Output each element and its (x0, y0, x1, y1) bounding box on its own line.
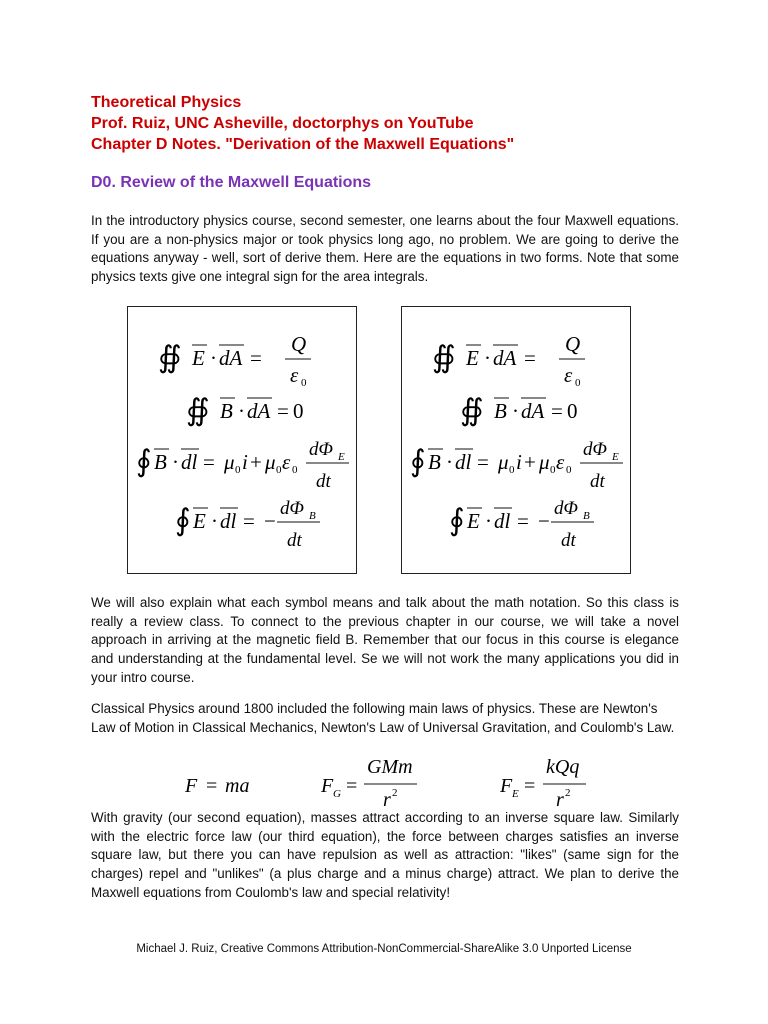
line-integral-symbol: ∮ (136, 445, 152, 478)
svg-text:=: = (250, 346, 262, 370)
svg-text:E: E (612, 451, 619, 463)
svg-text:0: 0 (293, 399, 304, 423)
author-line: Prof. Ruiz, UNC Asheville, doctorphys on YouTube (91, 115, 474, 132)
svg-text:F: F (321, 775, 334, 797)
svg-text:·: · (210, 346, 217, 370)
svg-text:+: + (250, 450, 262, 474)
svg-text:0: 0 (509, 464, 515, 476)
maxwell-equations-figure (402, 307, 630, 573)
classical-paragraph: Classical Physics around 1800 included the following main laws of physics. These are Newton's Law of Motion in Classical Mechanics, Newton's Law of Universal Gravitation, and Coulomb's Law. (91, 701, 675, 735)
svg-text:μ: μ (265, 450, 276, 474)
svg-text:0: 0 (292, 464, 298, 476)
svg-text:E: E (512, 788, 519, 800)
svg-text:0: 0 (575, 377, 581, 389)
epsilon: ε (564, 363, 573, 387)
svg-text:dt: dt (590, 471, 605, 492)
svg-text:μ: μ (224, 450, 235, 474)
svg-text:dΦ: dΦ (554, 498, 578, 519)
svg-text:·: · (446, 450, 453, 474)
vector-B: B (494, 399, 507, 423)
svg-text:GMm: GMm (367, 756, 413, 778)
surface-integral-symbol: ∯ (432, 341, 456, 374)
svg-text:ma: ma (225, 775, 250, 797)
surface-integral-symbol: ∯ (186, 394, 210, 427)
svg-text:·: · (211, 509, 218, 533)
surface-integral-symbol: ∯ (460, 394, 484, 427)
svg-text:−: − (538, 509, 550, 533)
coulomb-law (499, 756, 586, 810)
vector-E: E (193, 509, 206, 533)
vector-E: E (466, 346, 479, 370)
maxwell-equations-figure (128, 307, 356, 573)
classical-laws-equations (180, 752, 620, 810)
gravity-paragraph: With gravity (our second equation), masses attract according to an inverse square law. Similarly with the electric force law (our third equation), the force between charges satisfies an inverse square law, but there you can have repulsion as well as attraction: "likes" (same sign for the charges) repel and "unlikes" (a plus charge and a minus charge) attract. We plan to derive the Maxwell equations from Coulomb's law and special relativity! (91, 810, 679, 900)
svg-text:dΦ: dΦ (309, 439, 333, 460)
maxwell-equations-box-right (401, 306, 631, 574)
svg-text:0: 0 (276, 464, 282, 476)
svg-text:kQq: kQq (546, 756, 580, 778)
vector-B: B (220, 399, 233, 423)
line-integral-symbol: ∮ (449, 504, 465, 537)
svg-text:·: · (172, 450, 179, 474)
svg-text:=: = (206, 775, 218, 797)
svg-text:=: = (346, 775, 358, 797)
chapter-title: Chapter D Notes. "Derivation of the Maxwell Equations" (91, 136, 515, 153)
svg-text:dt: dt (287, 530, 302, 551)
svg-text:μ: μ (498, 450, 509, 474)
svg-text:F: F (185, 775, 198, 797)
vector-dl: dl (494, 509, 511, 533)
svg-text:=: = (517, 509, 529, 533)
svg-text:·: · (485, 509, 492, 533)
maxwell-equations-box-left (127, 306, 357, 574)
svg-text:=: = (551, 399, 563, 423)
vector-dA: dA (219, 346, 243, 370)
svg-text:dΦ: dΦ (583, 439, 607, 460)
review-paragraph: We will also explain what each symbol means and talk about the math notation. So this class is really a review class. To connect to the previous chapter in our course, we will take a novel approach in arriving at the magnetic field B. Remember that our focus in this course is elegance and understanding at the fundamental level. Se we will not work the many applications you did in your intro course. (91, 595, 679, 685)
vector-dl: dl (220, 509, 237, 533)
course-title: Theoretical Physics (91, 94, 242, 111)
svg-text:2: 2 (565, 787, 571, 799)
section-heading: D0. Review of the Maxwell Equations (91, 174, 372, 191)
license-footer: Michael J. Ruiz, Creative Commons Attribution-NonCommercial-ShareAlike 3.0 Unported License (136, 943, 632, 955)
svg-text:r: r (556, 789, 564, 810)
svg-text:0: 0 (550, 464, 556, 476)
charge-Q: Q (565, 332, 581, 356)
svg-text:+: + (524, 450, 536, 474)
svg-text:=: = (524, 346, 536, 370)
svg-text:E: E (338, 451, 345, 463)
svg-text:=: = (524, 775, 536, 797)
intro-paragraph: In the introductory physics course, second semester, one learns about the four Maxwell equations. If you are a non-physics major or took physics long ago, no problem. We are going to derive the equations anyway - well, sort of derive them. Here are the equations in two forms. Note that some physics texts give one integral sign for the area integrals. (91, 213, 679, 285)
svg-text:0: 0 (301, 377, 307, 389)
svg-text:ε: ε (556, 450, 565, 474)
vector-E: E (467, 509, 480, 533)
svg-text:G: G (333, 788, 341, 800)
charge-Q: Q (291, 332, 307, 356)
svg-text:i: i (242, 450, 248, 474)
svg-text:·: · (484, 346, 491, 370)
epsilon: ε (290, 363, 299, 387)
svg-text:0: 0 (567, 399, 578, 423)
svg-text:dΦ: dΦ (280, 498, 304, 519)
svg-text:i: i (516, 450, 522, 474)
line-integral-symbol: ∮ (175, 504, 191, 537)
vector-B: B (154, 450, 167, 474)
svg-text:B: B (583, 510, 590, 522)
svg-text:B: B (309, 510, 316, 522)
svg-text:0: 0 (235, 464, 241, 476)
svg-text:F: F (500, 775, 513, 797)
svg-text:dt: dt (561, 530, 576, 551)
vector-B: B (428, 450, 441, 474)
svg-text:=: = (203, 450, 215, 474)
newton-gravitation-law (320, 756, 417, 810)
svg-text:·: · (512, 399, 519, 423)
svg-text:r: r (383, 789, 391, 810)
line-integral-symbol: ∮ (410, 445, 426, 478)
svg-text:=: = (243, 509, 255, 533)
vector-dA: dA (521, 399, 545, 423)
svg-text:dt: dt (316, 471, 331, 492)
svg-text:−: − (264, 509, 276, 533)
vector-dl: dl (455, 450, 472, 474)
vector-dA: dA (247, 399, 271, 423)
svg-text:0: 0 (566, 464, 572, 476)
vector-dA: dA (493, 346, 517, 370)
newton-second-law (184, 775, 249, 797)
svg-text:=: = (477, 450, 489, 474)
surface-integral-symbol: ∯ (158, 341, 182, 374)
svg-text:ε: ε (282, 450, 291, 474)
svg-text:·: · (238, 399, 245, 423)
vector-E: E (192, 346, 205, 370)
vector-dl: dl (181, 450, 198, 474)
svg-text:μ: μ (539, 450, 550, 474)
svg-text:2: 2 (392, 787, 398, 799)
svg-text:=: = (277, 399, 289, 423)
